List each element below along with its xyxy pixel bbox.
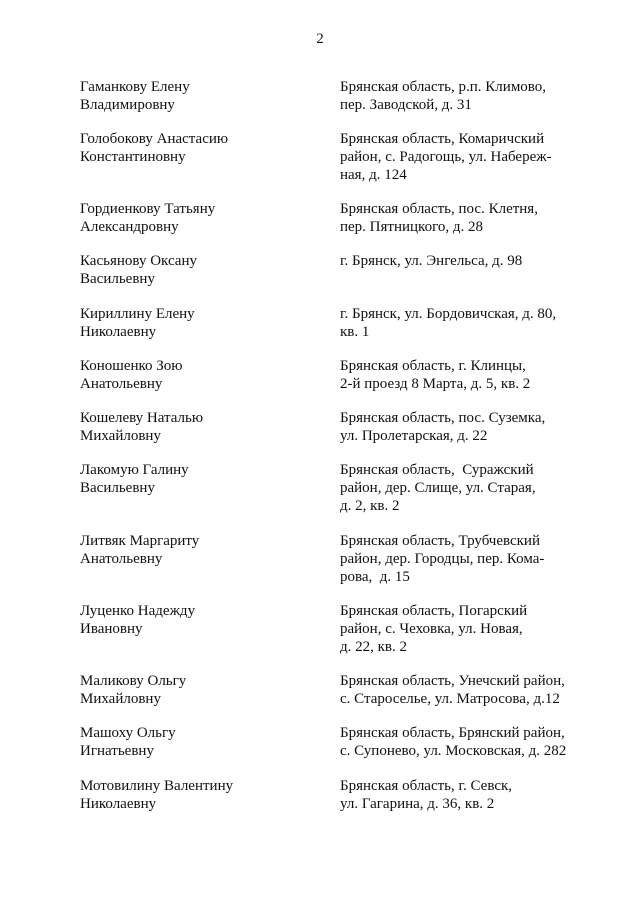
person-name — [80, 130, 228, 166]
person-address — [340, 305, 556, 341]
page-number: 2 — [316, 31, 324, 47]
name-line: Ивановну — [80, 621, 143, 637]
name-line: Васильевну — [80, 271, 155, 287]
address-line: район, дер. Городцы, пер. Кома- — [340, 551, 545, 567]
name-line: Михайловну — [80, 428, 161, 444]
person-address — [340, 724, 566, 760]
person-address — [340, 777, 512, 813]
person-name — [80, 78, 190, 114]
name-line: Лакомую Галину — [80, 462, 189, 478]
address-line: с. Староселье, ул. Матросова, д.12 — [340, 691, 560, 707]
address-line: Брянская область, Унечский район, — [340, 673, 565, 689]
person-name — [80, 672, 186, 708]
address-line: Брянская область, Погарский — [340, 603, 528, 619]
address-line: Брянская область, Брянский район, — [340, 725, 565, 741]
address-line: д. 22, кв. 2 — [340, 639, 408, 655]
name-line: Игнатьевну — [80, 743, 154, 759]
name-line: Гордиенкову Татьяну — [80, 201, 216, 217]
address-line: ул. Пролетарская, д. 22 — [340, 428, 488, 444]
name-line: Николаевну — [80, 324, 157, 340]
name-line: Анатольевну — [80, 551, 163, 567]
person-name — [80, 602, 195, 638]
name-line: Анатольевну — [80, 376, 163, 392]
address-line: рова, д. 15 — [340, 569, 410, 585]
address-line: Брянская область, пос. Клетня, — [340, 201, 538, 217]
address-line: район, с. Радогощь, ул. Набереж- — [340, 149, 552, 165]
name-line: Мотовилину Валентину — [80, 778, 234, 794]
name-line: Константиновну — [80, 149, 186, 165]
person-address — [340, 461, 536, 515]
person-address — [340, 78, 546, 114]
name-line: Васильевну — [80, 480, 155, 496]
person-name — [80, 200, 215, 236]
address-line: д. 2, кв. 2 — [340, 498, 400, 514]
person-address — [340, 602, 527, 656]
address-line: пер. Заводской, д. 31 — [340, 97, 472, 113]
person-name — [80, 252, 197, 288]
name-line: Владимировну — [80, 97, 175, 113]
address-line: ул. Гагарина, д. 36, кв. 2 — [340, 796, 495, 812]
address-line: Брянская область, Трубчевский — [340, 533, 540, 549]
address-line: район, с. Чеховка, ул. Новая, — [340, 621, 523, 637]
address-line: Брянская область, пос. Суземка, — [340, 410, 546, 426]
name-line: Голобокову Анастасию — [80, 131, 229, 147]
name-line: Михайловну — [80, 691, 161, 707]
person-address — [340, 409, 545, 445]
address-line: г. Брянск, ул. Энгельса, д. 98 — [340, 253, 523, 269]
person-address — [340, 252, 522, 270]
person-address — [340, 357, 530, 393]
name-line: Кошелеву Наталью — [80, 410, 204, 426]
address-line: Брянская область, Комаричский — [340, 131, 545, 147]
address-line: с. Супонево, ул. Московская, д. 282 — [340, 743, 567, 759]
address-line: Брянская область, г. Севск, — [340, 778, 513, 794]
person-name — [80, 461, 189, 497]
name-line: Луценко Надежду — [80, 603, 196, 619]
address-line: ная, д. 124 — [340, 167, 407, 183]
name-line: Гаманкову Елену — [80, 79, 190, 95]
person-address — [340, 200, 538, 236]
person-name — [80, 532, 199, 568]
name-line: Касьянову Оксану — [80, 253, 197, 269]
name-line: Машоху Ольгу — [80, 725, 176, 741]
address-line: район, дер. Слище, ул. Старая, — [340, 480, 536, 496]
person-name — [80, 305, 195, 341]
address-line: Брянская область, Суражский — [340, 462, 534, 478]
name-line: Коношенко Зою — [80, 358, 183, 374]
address-line: Брянская область, г. Клинцы, — [340, 358, 526, 374]
address-line: 2-й проезд 8 Марта, д. 5, кв. 2 — [340, 376, 531, 392]
person-name — [80, 357, 183, 393]
person-name — [80, 777, 233, 813]
person-address — [340, 130, 552, 184]
name-line: Александровну — [80, 219, 179, 235]
person-name — [80, 409, 203, 445]
address-line: Брянская область, р.п. Климово, — [340, 79, 547, 95]
person-address — [340, 532, 544, 586]
address-line: кв. 1 — [340, 324, 370, 340]
person-name — [80, 724, 176, 760]
name-line: Николаевну — [80, 796, 157, 812]
name-line: Кириллину Елену — [80, 306, 195, 322]
name-line: Маликову Ольгу — [80, 673, 187, 689]
name-line: Литвяк Маргариту — [80, 533, 200, 549]
address-line: пер. Пятницкого, д. 28 — [340, 219, 483, 235]
address-line: г. Брянск, ул. Бордовичская, д. 80, — [340, 306, 557, 322]
person-address — [340, 672, 565, 708]
